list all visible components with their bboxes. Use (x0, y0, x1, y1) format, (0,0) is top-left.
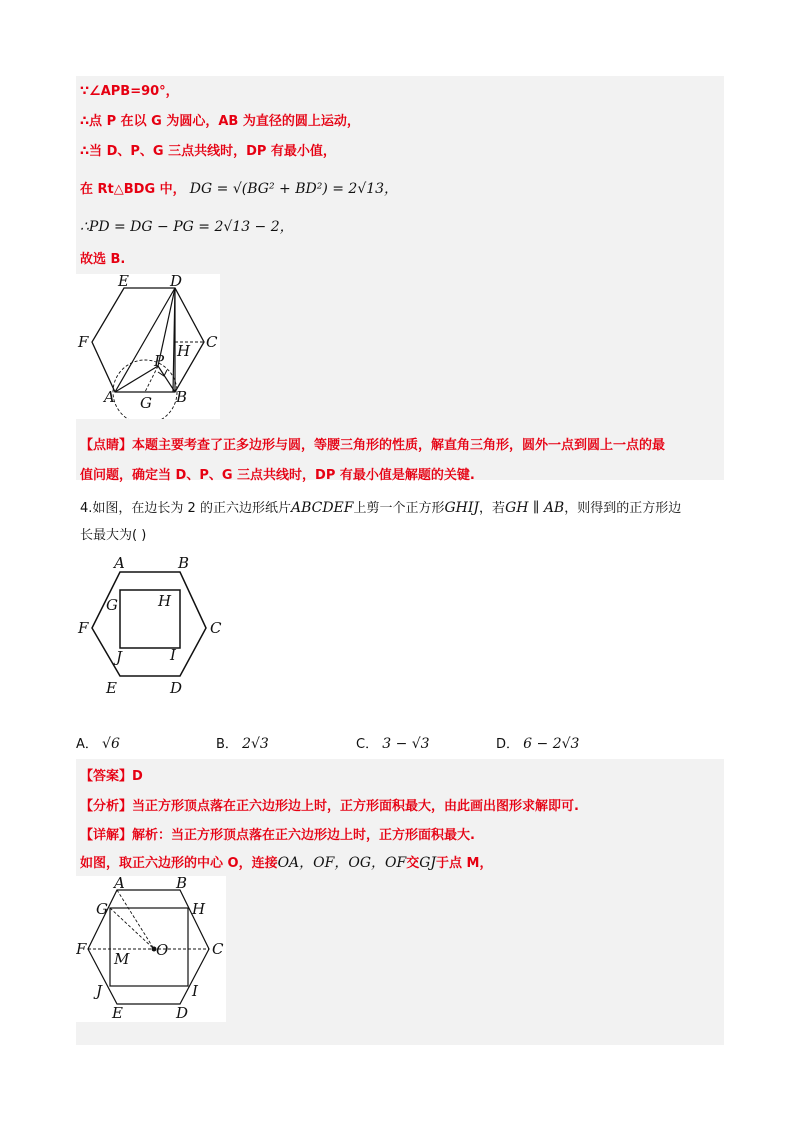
option-c-value: 3 − √3 (382, 736, 430, 752)
option-d (496, 733, 579, 752)
fig1-label-h: H (177, 342, 191, 360)
fig3-label-o: O (156, 941, 169, 959)
q4-text-e: ，若 (479, 501, 506, 516)
fig1-line-pa (115, 366, 158, 392)
detail-line-2-a: 如图，取正六边形的中心 O，连接 (80, 856, 278, 871)
solution-line-6: 故选 B. (80, 252, 126, 267)
option-b-letter: B． (216, 737, 238, 752)
fig1-label-g: G (140, 394, 152, 412)
fig3-label-a: A (114, 876, 125, 892)
comment-line-2: 值问题，确定当 D、P、G 三点共线时，DP 有最小值是解题的关键. (80, 468, 475, 483)
fig2-label-e: E (106, 679, 117, 697)
q4-hexagon-name: ABCDEF (290, 500, 354, 516)
analysis-line (80, 795, 579, 814)
option-b (216, 733, 269, 752)
fig2-label-h: H (158, 592, 172, 610)
option-a-letter: A． (76, 737, 98, 752)
fig3-line-og (110, 908, 154, 949)
fig2-label-c: C (210, 619, 222, 637)
detail-line-2-d: GJ (419, 855, 437, 871)
fig1-label-c: C (206, 333, 218, 351)
answer-label: 【答案】 (80, 769, 133, 784)
detail-line (80, 824, 475, 843)
detail-line-2-e: 于点 M， (436, 856, 493, 871)
detail-text: 解析：当正方形顶点落在正六边形边上时，正方形面积最大. (132, 828, 475, 843)
fig3-label-d: D (176, 1004, 189, 1022)
fig3-label-b: B (176, 876, 188, 892)
option-d-letter: D． (496, 737, 520, 752)
answer-line (80, 765, 143, 784)
fig2-label-d: D (170, 679, 183, 697)
detail-line-2-b: OA，OF，OG，OF (277, 855, 407, 871)
fig2-label-a: A (114, 554, 125, 572)
option-c-letter: C． (356, 737, 379, 752)
fig3-label-i: I (192, 982, 198, 1000)
detail-line-2 (80, 852, 493, 872)
fig3-square (110, 908, 188, 986)
q4-text-a: 4.如图，在边长为 2 的正六边形纸片 (80, 501, 291, 516)
question-4-line-1 (80, 497, 681, 516)
analysis-label: 【分析】 (80, 799, 133, 814)
comment-text-1: 本题主要考查了正多边形与圆，等腰三角形的性质，解直角三角形，圆外一点到圆上一点的最 (132, 438, 666, 453)
fig1-label-f: F (78, 333, 89, 351)
fig1-label-d: D (170, 274, 183, 290)
fig1-label-a: A (104, 388, 115, 406)
solution-line-4-prefix: 在 Rt△BDG 中， (80, 182, 186, 197)
fig2-label-f: F (78, 619, 89, 637)
answer-value: D (132, 769, 143, 784)
q4-parallel: GH ∥ AB (505, 500, 565, 516)
fig1-label-p: P (154, 352, 165, 370)
solution-line-4-formula: DG = √(BG² + BD²) = 2√13， (189, 181, 399, 197)
fig1-label-b: B (176, 388, 188, 406)
fig2-hexagon (92, 572, 206, 676)
fig3-label-f: F (76, 940, 87, 958)
fig3-label-h: H (192, 900, 206, 918)
fig1-line-da (115, 288, 175, 392)
solution-line-3: ∴当 D、P、G 三点共线时，DP 有最小值， (80, 144, 336, 159)
q4-text-c: 上剪一个正方形 (353, 501, 445, 516)
option-a-value: √6 (102, 736, 120, 752)
fig3-label-m: M (114, 950, 130, 968)
figure-hexagon-center (76, 876, 226, 1022)
analysis-text: 当正方形顶点落在正六边形边上时，正方形面积最大，由此画出图形求解即可. (132, 799, 579, 814)
option-c (356, 733, 430, 752)
fig1-hexagon (92, 288, 204, 392)
solution-line-2: ∴点 P 在以 G 为圆心，AB 为直径的圆上运动， (80, 114, 360, 129)
comment-line-1 (80, 434, 665, 453)
solution-line-1: ∵∠APB=90°， (80, 84, 179, 99)
q4-square-name: GHIJ (444, 500, 480, 516)
comment-label: 【点睛】 (80, 438, 133, 453)
option-b-value: 2√3 (242, 736, 269, 752)
fig2-label-b: B (178, 554, 190, 572)
figure-hexagon-circle (76, 274, 220, 419)
detail-line-2-c: 交 (406, 856, 420, 871)
option-d-value: 6 − 2√3 (523, 736, 580, 752)
fig3-label-e: E (112, 1004, 123, 1022)
q4-text-g: ，则得到的正方形边 (564, 501, 682, 516)
solution-line-5-formula: ∴PD = DG − PG = 2√13 − 2， (80, 219, 294, 235)
option-a (76, 733, 120, 752)
fig3-label-g: G (96, 900, 108, 918)
figure-hexagon-square (76, 552, 236, 702)
fig2-label-j: J (116, 648, 123, 666)
solution-line-5 (80, 216, 294, 236)
fig2-label-g: G (106, 596, 118, 614)
question-4-line-2: 长最大为( ) (80, 528, 147, 543)
fig3-label-j: J (96, 982, 103, 1000)
fig3-label-c: C (212, 940, 224, 958)
fig2-label-i: I (170, 646, 176, 664)
fig1-label-e: E (118, 274, 129, 290)
solution-line-4 (80, 178, 398, 198)
detail-label: 【详解】 (80, 828, 133, 843)
